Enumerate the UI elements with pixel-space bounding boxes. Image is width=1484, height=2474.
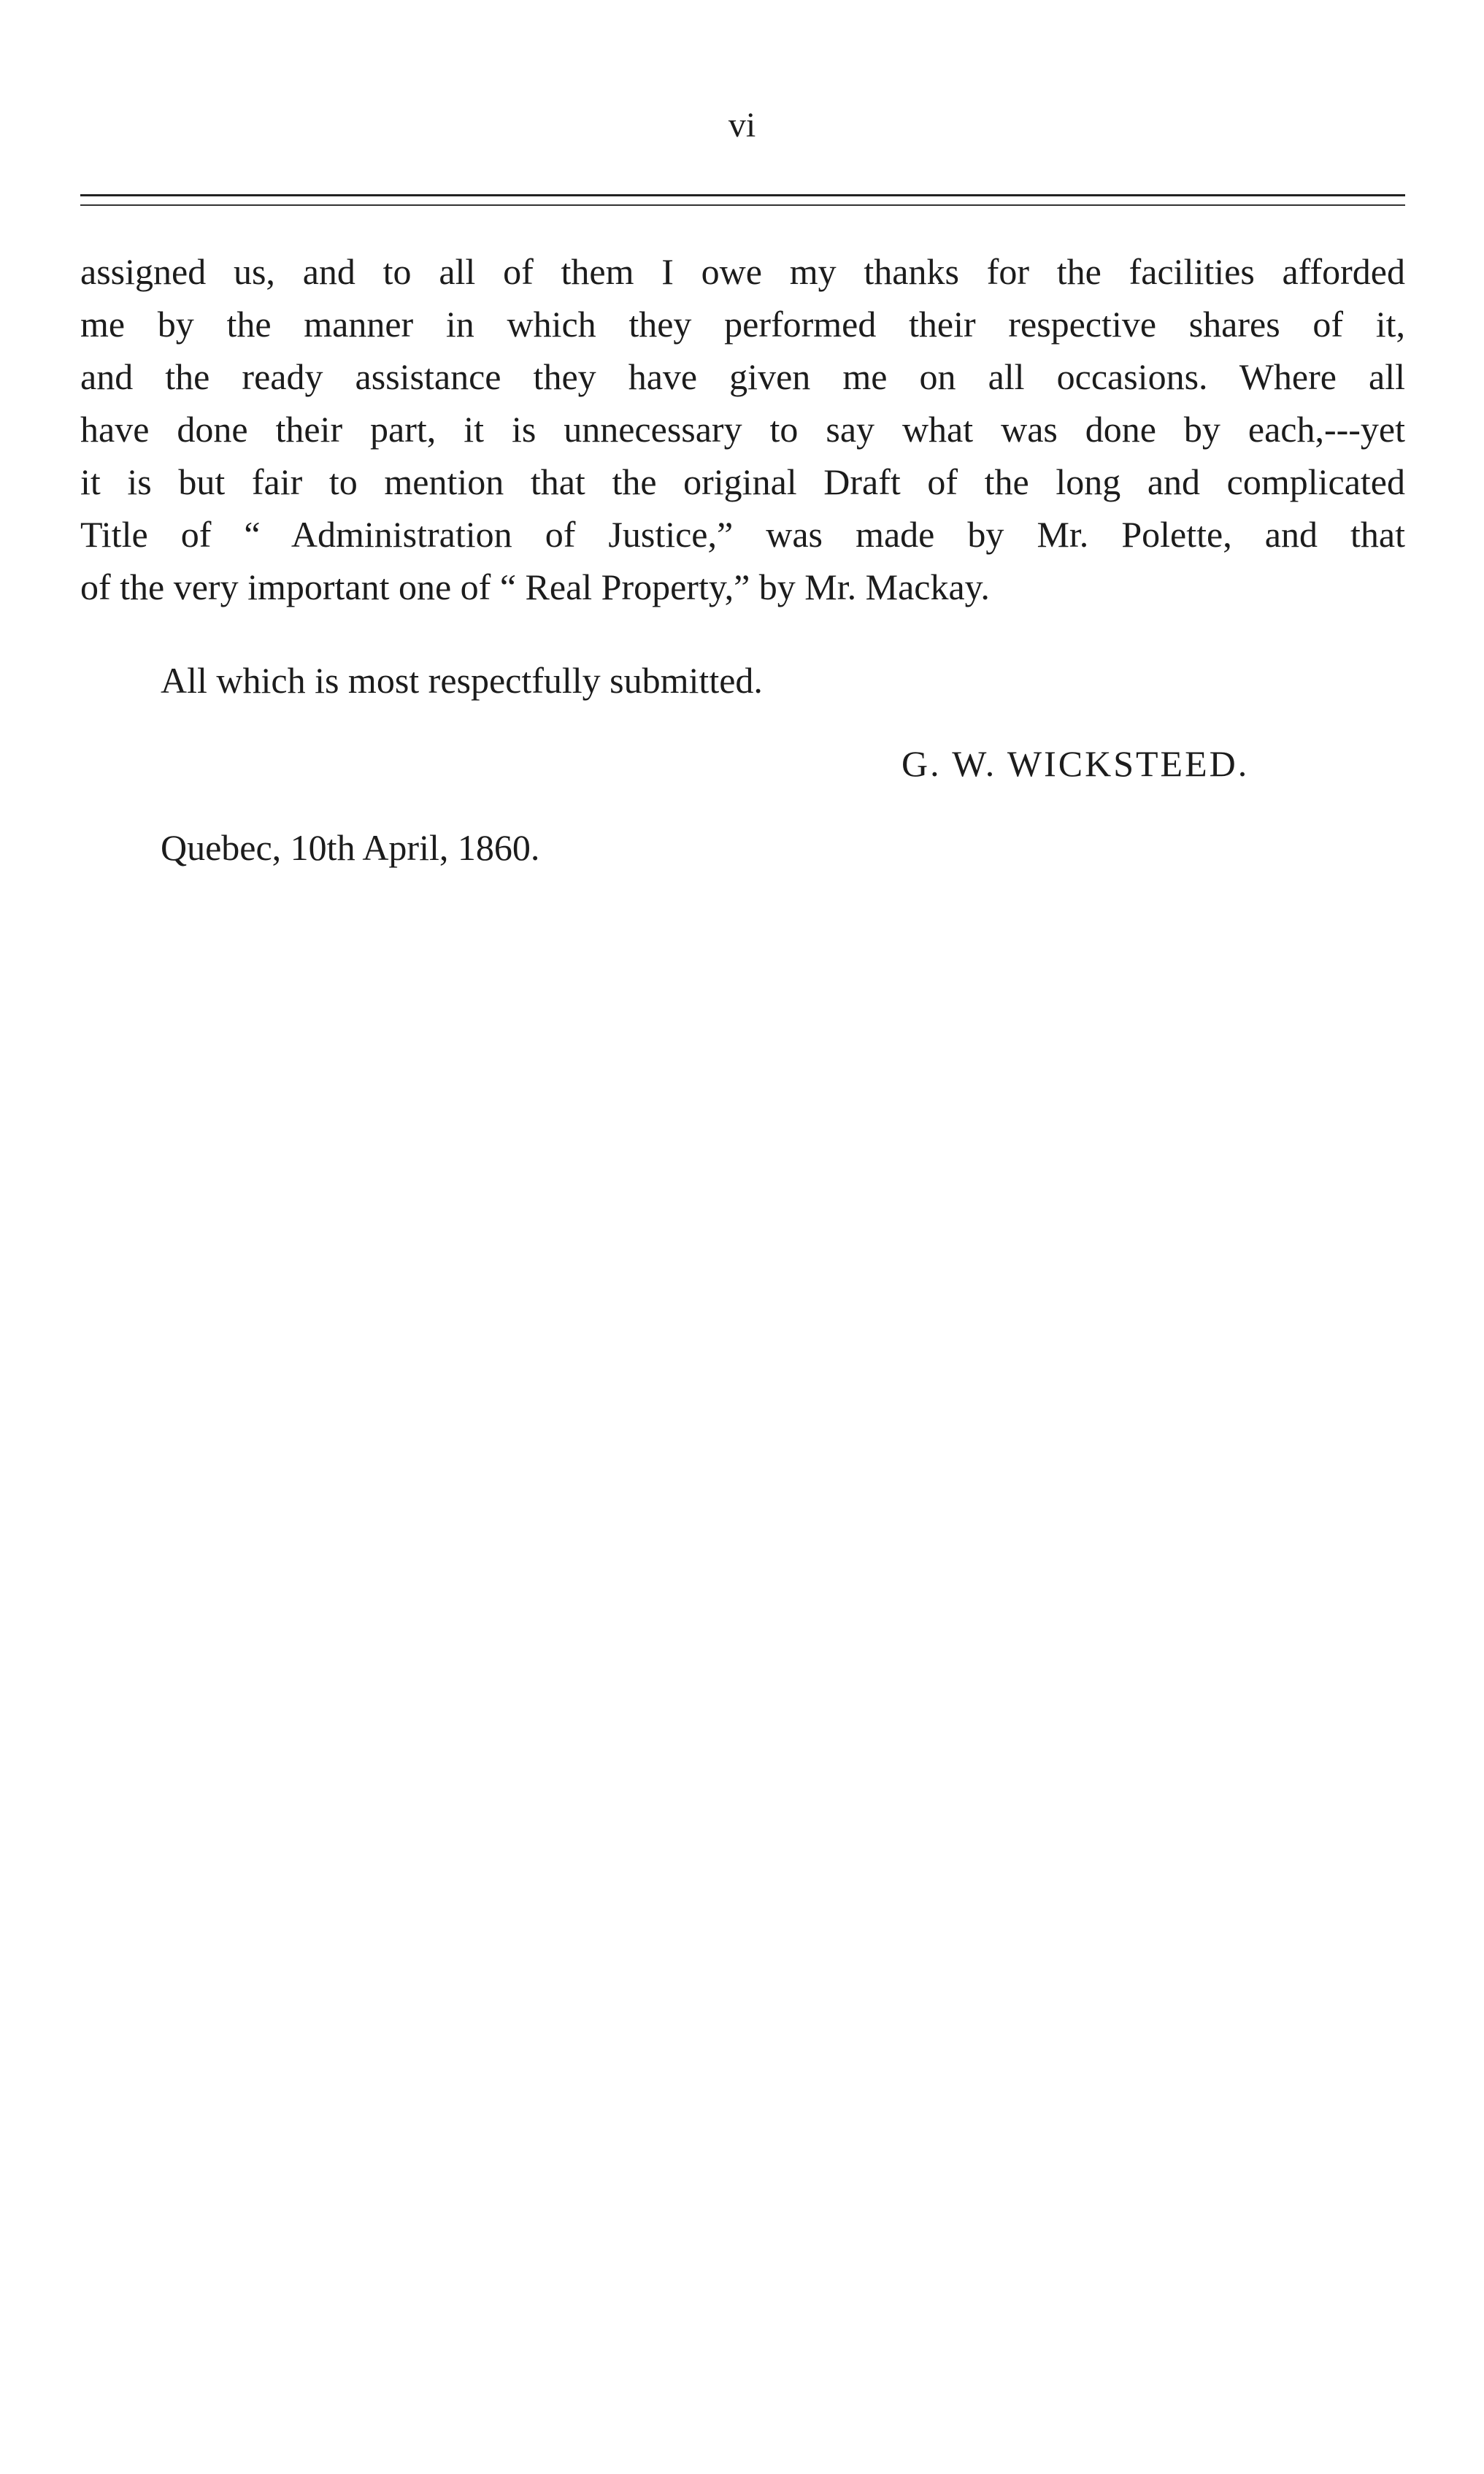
body-line: have done their part, it is unnecessary to say what was done by each,---yet	[80, 409, 1405, 450]
signature: G. W. WICKSTEED.	[901, 743, 1250, 784]
body-line: Title of “ Administration of Justice,” was made by Mr. Polette, and that	[80, 514, 1405, 555]
header-rule-bottom	[80, 204, 1405, 206]
body-line: it is but fair to mention that the original Draft of the long and complicated	[80, 461, 1405, 502]
page-number: vi	[728, 106, 756, 145]
body-paragraph	[80, 245, 1405, 613]
body-line: of the very important one of “ Real Property,” by Mr. Mackay.	[80, 566, 990, 607]
body-line: assigned us, and to all of them I owe my thanks for the facilities afforded	[80, 251, 1405, 292]
header-rule-top	[80, 194, 1405, 196]
date-line: Quebec, 10th April, 1860.	[161, 827, 540, 868]
body-line: and the ready assistance they have given me on all occasions. Where all	[80, 356, 1405, 397]
body-line: me by the manner in which they performed their respective shares of it,	[80, 304, 1405, 345]
closing-sentence: All which is most respectfully submitted.	[161, 660, 763, 701]
